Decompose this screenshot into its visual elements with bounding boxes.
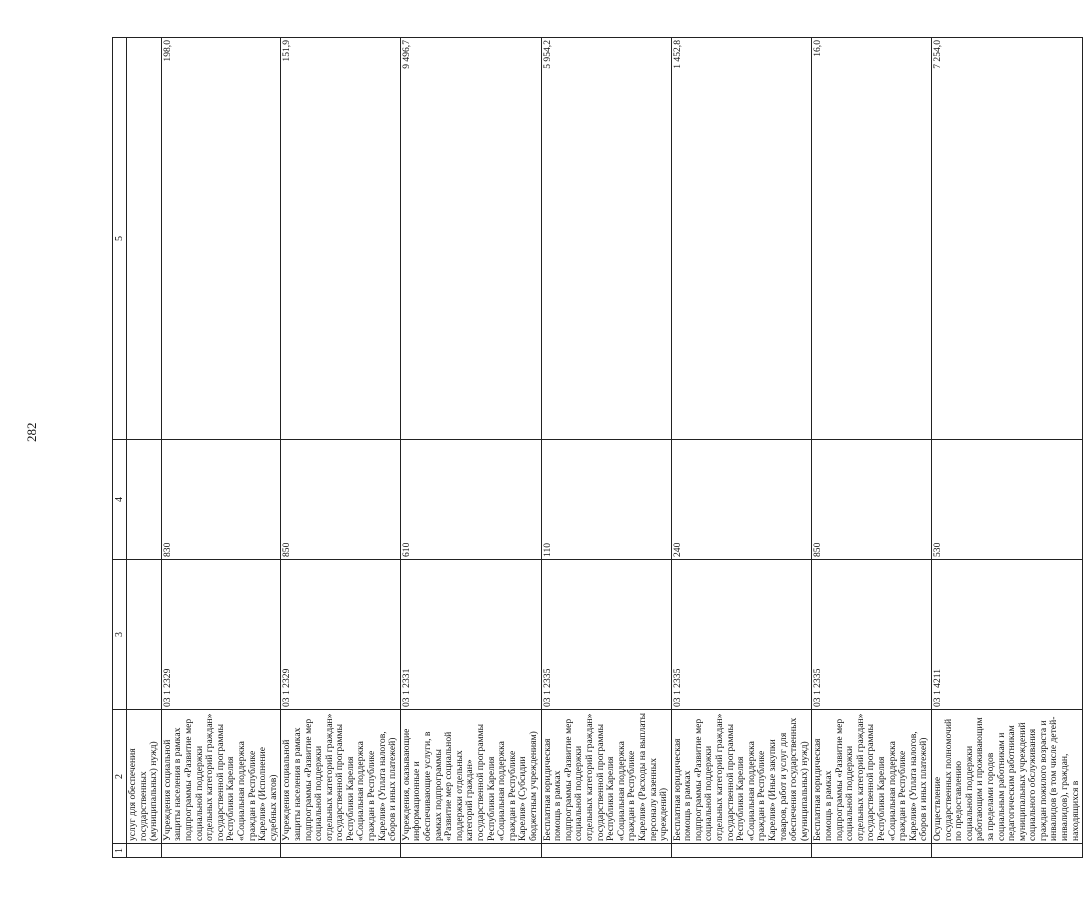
row-amount: 5 954,2 <box>541 38 671 440</box>
row-col-1 <box>931 844 1082 858</box>
budget-table <box>112 37 1083 858</box>
row-amount: 9 496,7 <box>400 38 541 440</box>
row-name: Бесплатная юридическая помощь в рамках подпрограммы «Развитие мер социальной поддержки отдельных категорий граждан» государственной программы Республики Карелия «Социальная поддержка граждан в Республике Карелия» (Уплата налогов, сборов и иных платежей) <box>812 710 932 844</box>
table-row <box>812 38 932 858</box>
table-row <box>931 38 1082 858</box>
table-body <box>113 38 1083 858</box>
row-type: 830 <box>161 440 281 560</box>
header-col-4: 4 <box>113 440 127 560</box>
rotated-table-container <box>112 38 1081 858</box>
row-type: 850 <box>812 440 932 560</box>
row-amount: 7 254,0 <box>931 38 1082 440</box>
row-col-1 <box>127 844 162 858</box>
row-code: 03 1 2335 <box>812 560 932 710</box>
row-amount: 1 452,8 <box>671 38 812 440</box>
row-col-1 <box>812 844 932 858</box>
row-col-1 <box>281 844 401 858</box>
header-col-2: 2 <box>113 710 127 844</box>
row-col-1 <box>541 844 671 858</box>
row-col-1 <box>161 844 281 858</box>
row-name: Учреждения социальной защиты населения в рамках подпрограммы «Развитие мер социальной поддержки отдельных категорий граждан» государственной программы Республики Карелия «Социальная поддержка граждан в Республике Карелия» (Уплата налогов, сборов и иных платежей) <box>281 710 401 844</box>
row-code: 03 1 2335 <box>541 560 671 710</box>
header-col-3: 3 <box>113 560 127 710</box>
table-row <box>127 38 162 858</box>
row-code: 03 1 2329 <box>281 560 401 710</box>
row-code: 03 1 4211 <box>931 560 1082 710</box>
table-row <box>671 38 812 858</box>
row-code: 03 1 2335 <box>671 560 812 710</box>
row-amount: 198,0 <box>161 38 281 440</box>
row-type: 240 <box>671 440 812 560</box>
table-row <box>161 38 281 858</box>
row-name: Учреждения социальной защиты населения в рамках подпрограммы «Развитие мер социальной поддержки отдельных категорий граждан» государственной программы Республики Карелия «Социальная поддержка граждан в Республике Карелия» (Исполнение судебных актов) <box>161 710 281 844</box>
table-row <box>541 38 671 858</box>
row-name: Учреждения, оказывающие информационные и обеспечивающие услуги, в рамках подпрограммы «Развитие мер социальной поддержки отдельных категорий граждан» государственной программы Республики Карелия «Социальная поддержка граждан в Республике Карелия» (Субсидии бюджетным учреждениям) <box>400 710 541 844</box>
row-code: 03 1 2331 <box>400 560 541 710</box>
page-number: 282 <box>24 422 39 442</box>
row-type: 110 <box>541 440 671 560</box>
row-type: 610 <box>400 440 541 560</box>
table-header-row <box>113 38 127 858</box>
row-name: Бесплатная юридическая помощь в рамках подпрограммы «Развитие мер социальной поддержки отдельных категорий граждан» государственной программы Республики Карелия «Социальная поддержка граждан в Республике Карелия» (Расходы на выплаты персоналу казенных учреждений) <box>541 710 671 844</box>
row-name: услуг для обеспечения государственных (муниципальных) нужд) <box>127 710 162 844</box>
row-col-1 <box>400 844 541 858</box>
header-col-1: 1 <box>113 844 127 858</box>
row-type: 850 <box>281 440 401 560</box>
row-type: 530 <box>931 440 1082 560</box>
row-type <box>127 440 162 560</box>
table-row <box>400 38 541 858</box>
table-row <box>281 38 401 858</box>
row-code <box>127 560 162 710</box>
row-amount: 16,0 <box>812 38 932 440</box>
row-amount <box>127 38 162 440</box>
row-name: Бесплатная юридическая помощь в рамках подпрограммы «Развитие мер социальной поддержки отдельных категорий граждан» государственной программы Республики Карелия «Социальная поддержка граждан в Республике Карелия» (Иные закупки товаров, работ и услуг для обеспечения государственных (муниципальных) нужд) <box>671 710 812 844</box>
row-code: 03 1 2329 <box>161 560 281 710</box>
row-col-1 <box>671 844 812 858</box>
header-col-5: 5 <box>113 38 127 440</box>
row-name: Осуществление государственных полномочий по предоставлению социальной поддержки работающим и проживающим за пределами городов социальным работникам и педагогическим работникам муниципальных учреждений социального обслуживания граждан пожилого возраста и инвалидов (в том числе детей-инвалидов), граждан, находящихся в <box>931 710 1082 844</box>
row-amount: 151,9 <box>281 38 401 440</box>
